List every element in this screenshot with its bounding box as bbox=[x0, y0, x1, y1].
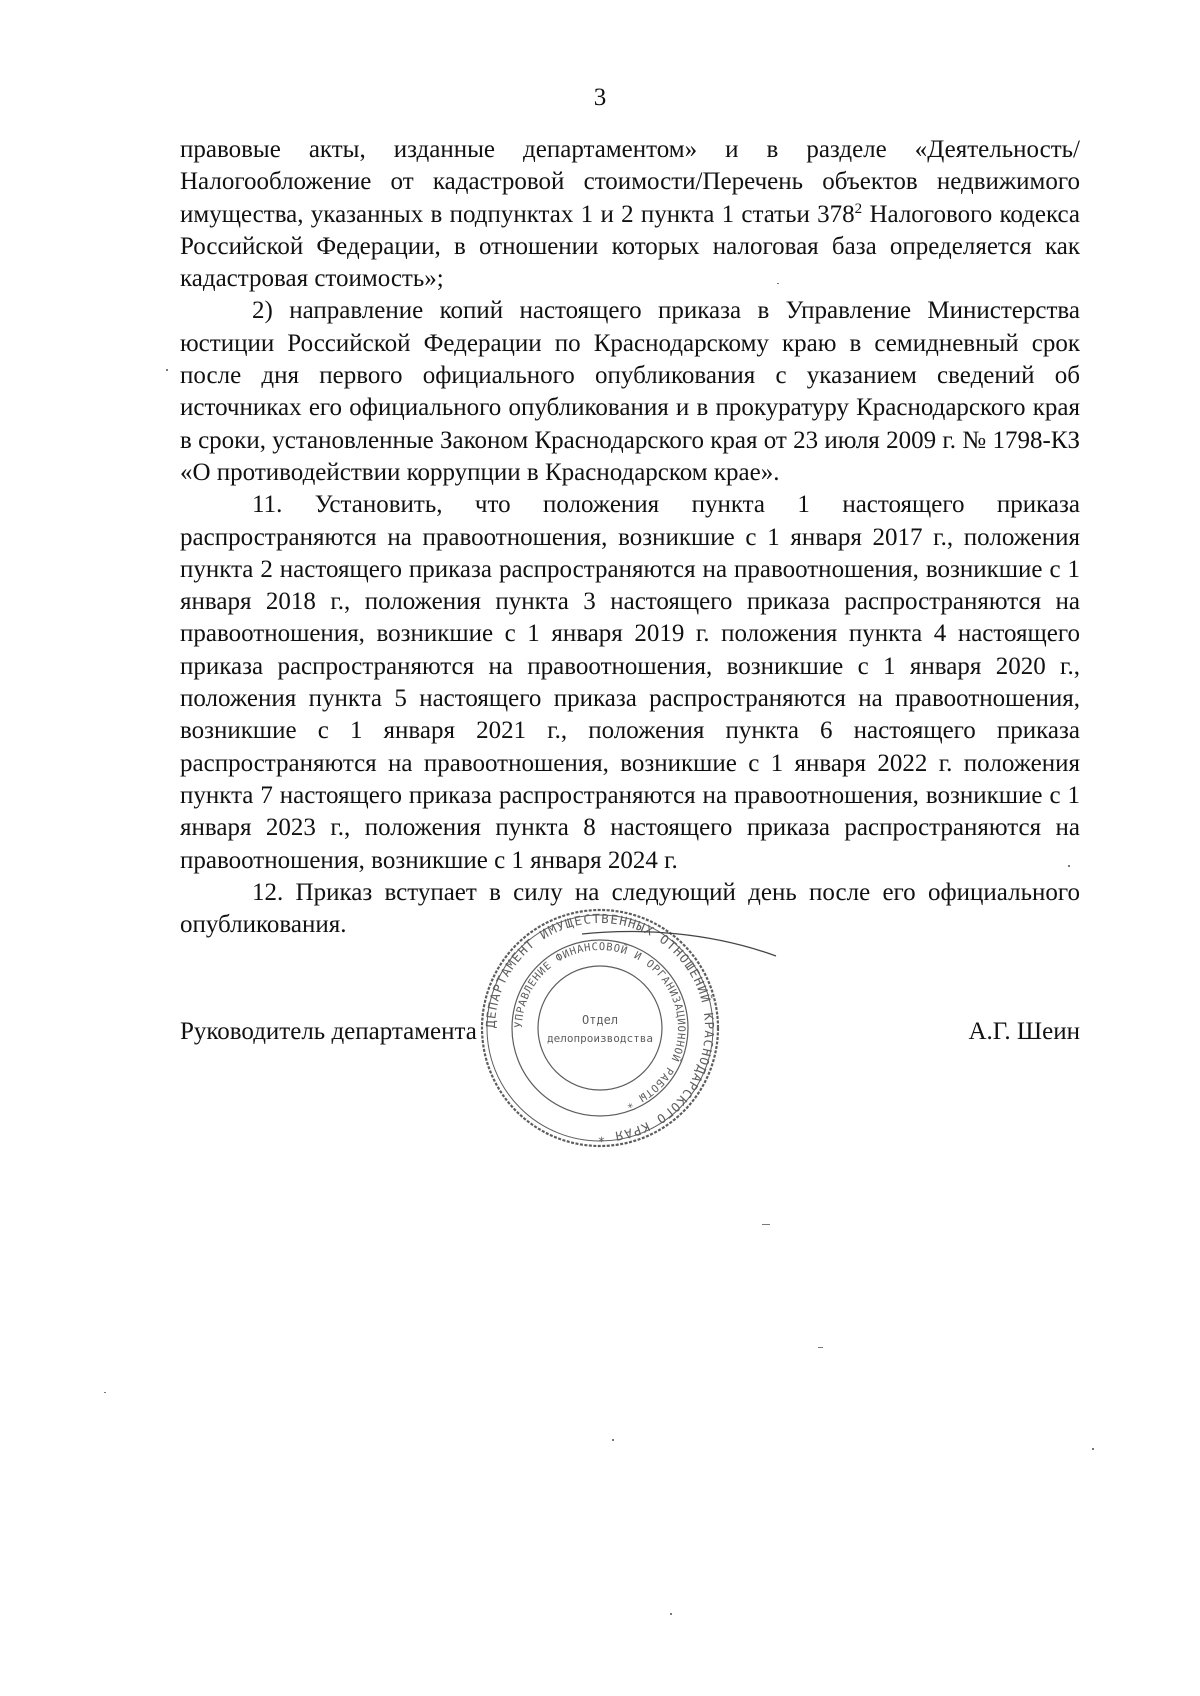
signatory-name: А.Г. Шеин bbox=[968, 1018, 1080, 1045]
paragraph-item-11: 11. Установить, что положения пункта 1 настоящего приказа распространяются на правоотношения, возникшие с 1 января 2017 г., положения пункта 2 настоящего приказа распространяются на правоотношения, возникшие с 1 января 2018 г., положения пункта 3 настоящего приказа распространяются на правоотношения, возникшие с 1 января 2019 г. положения пункта 4 настоящего приказа распространяются на правоотношения, возникшие с 1 января 2020 г., положения пункта 5 настоящего приказа распространяются на правоотношения, возникшие с 1 января 2021 г., положения пункта 6 настоящего приказа распространяются на правоотношения, возникшие с 1 января 2022 г. положения пункта 7 настоящего приказа распространяются на правоотношения, возникшие с 1 января 2023 г., положения пункта 8 настоящего приказа распространяются на правоотношения, возникшие с 1 января 2024 г. bbox=[180, 491, 1080, 874]
seal-center-line2: делопроизводства bbox=[547, 1032, 653, 1045]
paragraph-text: Налогового кодекса Российской Федерации, в отношении которых налоговая база определяется как кадастровая стоимость»; bbox=[180, 200, 1080, 293]
paragraph-continuation bbox=[180, 134, 1080, 295]
paragraph-text: правовые акты, изданные департаментом» и в разделе «Деятельность/ Налогообложение от кадастровой стоимости/Перечень объектов недвижимого имущества, указанных в подпунктах 1 и 2 пункта 1 статьи 378 bbox=[180, 136, 1080, 228]
paragraph-item-12: 12. Приказ вступает в силу на следующий день после его официального опубликования. bbox=[180, 878, 1080, 939]
superscript: 2 bbox=[854, 200, 863, 217]
paragraph-subitem-2: 2) направление копий настоящего приказа в Управление Министерства юстиции Российской Федерации по Краснодарскому краю в семидневный срок после дня первого официального опубликования с указанием сведений об источниках его официального опубликования и в прокуратуру Краснодарского края в сроки, установленные Законом Краснодарского края от 23 июля 2009 г. № 1798-КЗ «О противодействии коррупции в Краснодарском крае». bbox=[180, 297, 1080, 486]
document-body bbox=[180, 134, 1080, 941]
signatory-position: Руководитель департамента bbox=[180, 1018, 477, 1045]
official-seal bbox=[478, 906, 722, 1150]
seal-outer-text: ДЕПАРТАМЕНТ ИМУЩЕСТВЕННЫХ ОТНОШЕНИЙ КРАСНОДАРСКОГО КРАЯ * bbox=[482, 910, 718, 1146]
seal-center-line1: Отдел bbox=[581, 1013, 619, 1027]
page-number: 3 bbox=[593, 84, 607, 111]
seal-inner-text: УПРАВЛЕНИЕ ФИНАНСОВОЙ И ОРГАНИЗАЦИОННОЙ РАБОТЫ * bbox=[512, 940, 688, 1111]
